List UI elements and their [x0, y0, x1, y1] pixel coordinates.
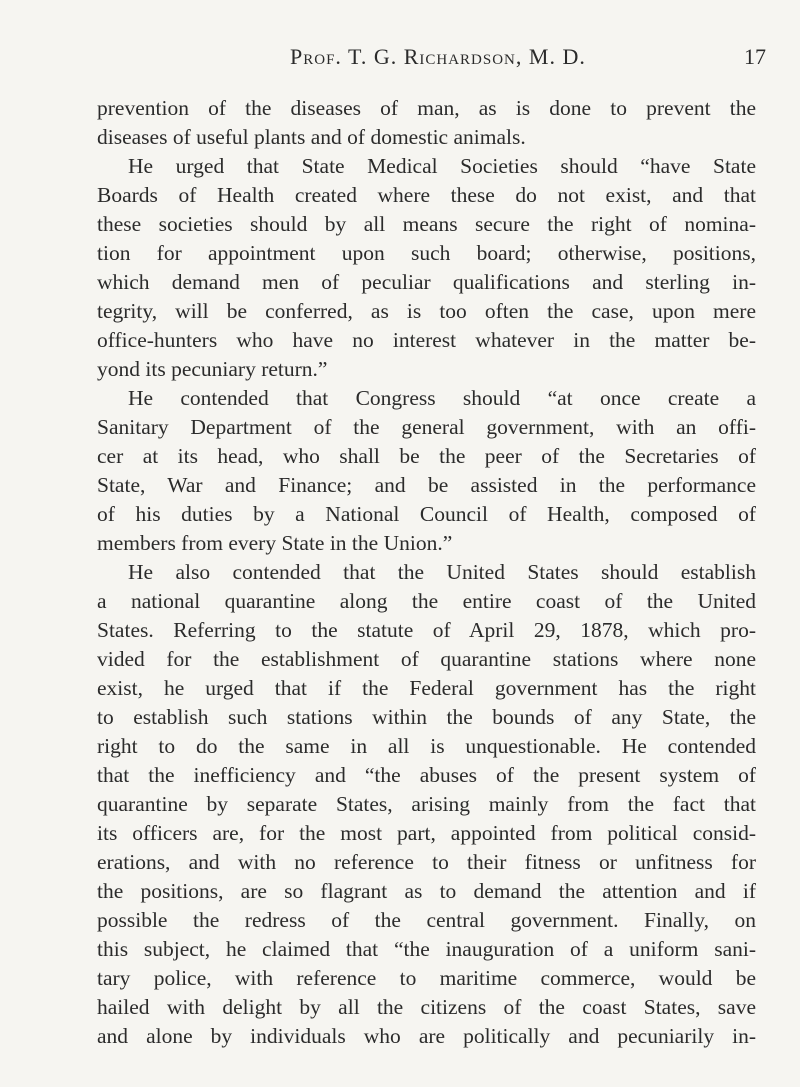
- text-line: tion for appointment upon such board; otherwise, positions,: [97, 241, 756, 265]
- text-line: diseases of useful plants and of domestic animals.: [97, 125, 526, 149]
- text-line: a national quarantine along the entire coast of the United: [97, 589, 756, 613]
- body-text: [97, 94, 756, 1051]
- text-line: prevention of the diseases of man, as is done to prevent the: [97, 96, 756, 120]
- text-line: Sanitary Department of the general government, with an offi-: [97, 415, 756, 439]
- page-header: [0, 44, 800, 74]
- text-line: He urged that State Medical Societies should “have State: [128, 154, 756, 178]
- text-line: Boards of Health created where these do not exist, and that: [97, 183, 756, 207]
- text-line: vided for the establishment of quarantine stations where none: [97, 647, 756, 671]
- text-line: and alone by individuals who are politically and pecuniarily in-: [97, 1024, 756, 1048]
- text-line: exist, he urged that if the Federal government has the right: [97, 676, 756, 700]
- text-line: He contended that Congress should “at once create a: [128, 386, 756, 410]
- text-line: office-hunters who have no interest whatever in the matter be-: [97, 328, 756, 352]
- text-line: yond its pecuniary return.”: [97, 357, 328, 381]
- running-title: Prof. T. G. Richardson, M. D.: [290, 44, 586, 69]
- text-line: possible the redress of the central government. Finally, on: [97, 908, 756, 932]
- text-line: cer at its head, who shall be the peer of the Secretaries of: [97, 444, 756, 468]
- text-line: quarantine by separate States, arising mainly from the fact that: [97, 792, 756, 816]
- text-line: right to do the same in all is unquestionable. He contended: [97, 734, 756, 758]
- text-line: tary police, with reference to maritime commerce, would be: [97, 966, 756, 990]
- page-number: 17: [744, 44, 766, 69]
- text-line: members from every State in the Union.”: [97, 531, 453, 555]
- text-line: erations, and with no reference to their fitness or unfitness for: [97, 850, 756, 874]
- text-line: of his duties by a National Council of Health, composed of: [97, 502, 756, 526]
- text-line: States. Referring to the statute of April 29, 1878, which pro-: [97, 618, 756, 642]
- text-line: State, War and Finance; and be assisted in the performance: [97, 473, 756, 497]
- text-line: these societies should by all means secure the right of nomina-: [97, 212, 756, 236]
- text-line: the positions, are so flagrant as to demand the attention and if: [97, 879, 756, 903]
- text-line: this subject, he claimed that “the inauguration of a uniform sani-: [97, 937, 756, 961]
- text-line: which demand men of peculiar qualifications and sterling in-: [97, 270, 756, 294]
- text-line: hailed with delight by all the citizens of the coast States, save: [97, 995, 756, 1019]
- text-line: that the inefficiency and “the abuses of the present system of: [97, 763, 756, 787]
- text-line: He also contended that the United States should establish: [128, 560, 756, 584]
- text-line: to establish such stations within the bounds of any State, the: [97, 705, 756, 729]
- text-line: its officers are, for the most part, appointed from political consid-: [97, 821, 756, 845]
- text-line: tegrity, will be conferred, as is too often the case, upon mere: [97, 299, 756, 323]
